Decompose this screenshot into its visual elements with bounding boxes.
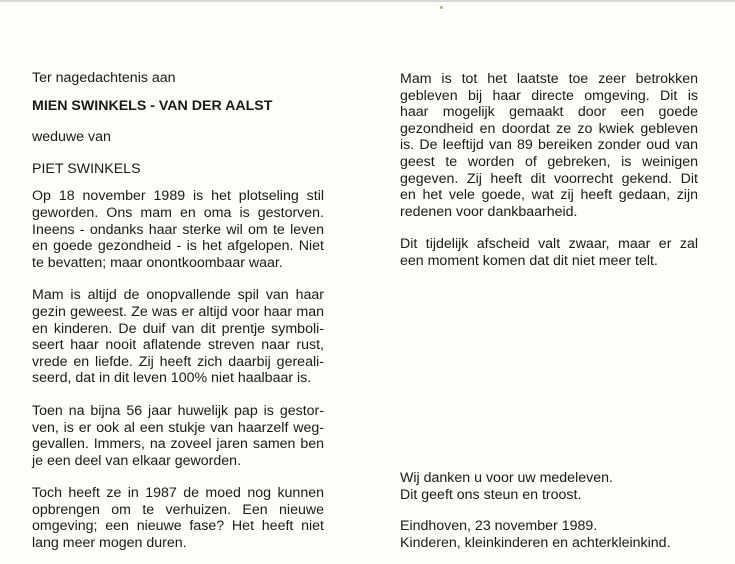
- left-column: [32, 70, 324, 552]
- paragraph-line: Toen na bijna 56 jaar huwelijk pap is gestor-: [32, 402, 324, 419]
- place-date: Eindhoven, 23 november 1989.: [400, 518, 598, 535]
- thanks-line: Dit geeft ons steun en troost.: [400, 486, 582, 503]
- thanks-line: Wij danken u voor uw medeleven.: [400, 470, 613, 486]
- paragraph-line: gezin geweest. Ze was er altijd voor haar man: [32, 303, 324, 320]
- paragraph-line: vrede en liefde. Zij heeft zich daarbij gereali-: [32, 353, 324, 370]
- paragraph-line: seerd, dat in dit leven 100% niet haalbaar is.: [32, 370, 312, 387]
- paragraph-line: seert haar nooit aflatende streven naar rust,: [32, 337, 324, 354]
- intro-text: Ter nagedachtenis aan: [32, 70, 176, 86]
- paragraph-line: een moment komen dat dit niet meer telt.: [400, 252, 658, 269]
- paragraph-line: Toch heeft ze in 1987 de moed nog kunnen: [32, 485, 324, 502]
- paragraph-line: omgeving; een nieuwe fase? Het heeft niet: [32, 518, 324, 535]
- paragraph-line: lang meer mogen duren.: [32, 535, 187, 552]
- deceased-name: MIEN SWINKELS - VAN DER AALST: [32, 97, 273, 114]
- paragraph-6: [400, 236, 698, 269]
- paragraph-line: Mam is tot het laatste toe zeer betrokken: [400, 71, 698, 87]
- signature: Kinderen, kleinkinderen en achterkleinkind.: [400, 534, 671, 551]
- paragraph-line: Mam is altijd de onopvallende spil van haar: [32, 287, 324, 304]
- paragraph-line: geest te worden of gebreken, is weinigen: [400, 153, 698, 170]
- paragraph-line: Dit tijdelijk afscheid valt zwaar, maar er zal: [400, 236, 698, 253]
- paragraph-line: Ineens - ondanks haar sterke wil om te leven: [32, 221, 324, 238]
- paragraph-line: je een deel van elkaar geworden.: [32, 452, 242, 469]
- paragraph-line: geworden. Ons mam en oma is gestorven.: [32, 204, 324, 221]
- paragraph-line: redenen voor dankbaarheid.: [400, 203, 578, 220]
- closing-block: [400, 470, 671, 551]
- paragraph-line: Op 18 november 1989 is het plotseling stil: [32, 188, 324, 205]
- paragraph-1: [32, 188, 324, 271]
- right-column: [400, 71, 698, 270]
- paragraph-line: is. De leeftijd van 89 bereiken zonder oud van: [400, 137, 698, 154]
- paragraph-line: en het vele goede, wat zij heeft gedaan, zijn: [400, 187, 698, 204]
- paragraph-line: ven, is er ook al een stukje van haarzelf weg-: [32, 419, 324, 436]
- husband-name: PIET SWINKELS: [32, 160, 141, 177]
- paragraph-2: [32, 287, 324, 387]
- paragraph-line: gebleven bij haar directe omgeving. Dit is: [400, 87, 698, 104]
- paragraph-4: [32, 485, 324, 551]
- speck: [440, 6, 443, 9]
- paragraph-line: gevallen. Immers, na zoveel jaren samen ben: [32, 436, 324, 453]
- paragraph-line: gezondheid en doordat ze zo kwiek gebleven: [400, 120, 698, 137]
- widow-of-text: weduwe van: [32, 129, 111, 146]
- paragraph-line: te bevatten; maar onontkoombaar waar.: [32, 254, 283, 271]
- paragraph-line: opbrengen om te verhuizen. Een nieuwe: [32, 501, 324, 518]
- paragraph-5: [400, 71, 698, 220]
- card-top-edge: [0, 0, 735, 2]
- paragraph-line: gegeven. Zij heeft dit voorrecht gekend. Dit: [400, 170, 698, 187]
- paragraph-3: [32, 403, 324, 469]
- paragraph-line: haar mogelijk gemaakt door een goede: [400, 104, 698, 121]
- paragraph-line: en kinderen. De duif van dit prentje symboli-: [32, 320, 324, 337]
- paragraph-line: en goede gezondheid - is het afgelopen. Niet: [32, 238, 324, 255]
